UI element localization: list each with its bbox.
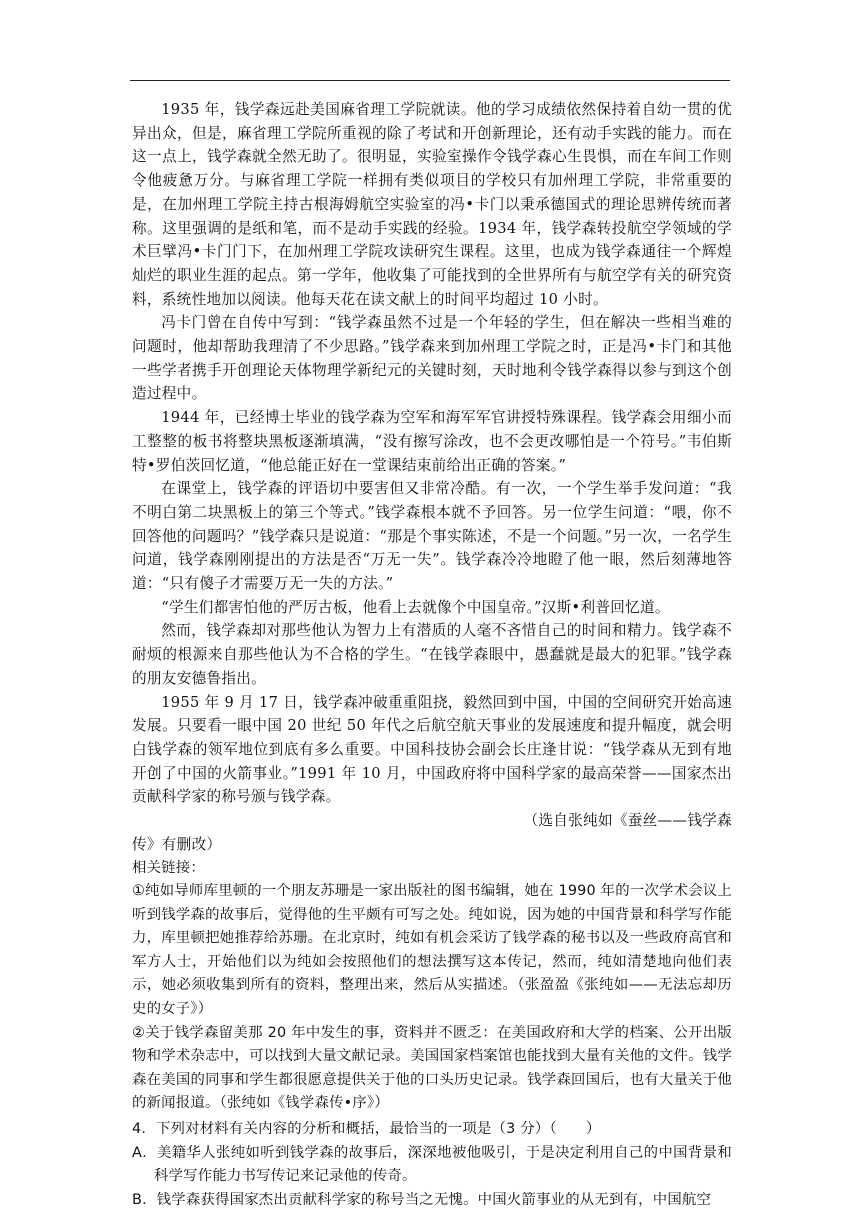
source-note-text: （选自张纯如《蚕丝——钱学森 xyxy=(523,812,732,830)
source-note-continuation: 传》有删改） xyxy=(132,835,222,853)
passage-paragraph-7: 1955 年 9 月 17 日，钱学森冲破重重阻挠，毅然回到中国，中国的空间研究开始高速发展。只要看一眼中国 20 世纪 50 年代之后航空航天事业的发展速度和提升幅度，就会明白钱学森的领军地位到底有多么重要。中国科技协会副会长庄逢甘说：“钱学森从无到有地开创了中国的火箭事业。”1991 年 10 月，中国政府将中国科学家的最高荣誉——国家杰出贡献科学家的称号颁与钱学森。 xyxy=(132,693,732,806)
passage-paragraph-6: 然而，钱学森却对那些他认为智力上有潜质的人毫不吝惜自己的时间和精力。钱学森不耐烦的根源来自那些他认为不合格的学生。“在钱学森眼中，愚蠢就是最大的犯罪。”钱学森的朋友安德鲁指出。 xyxy=(132,622,732,687)
option-b: B．钱学森获得国家杰出贡献科学家的称号当之无愧。中国火箭事业的从无到有，中国航空 xyxy=(132,1191,712,1208)
option-a: A．美籍华人张纯如听到钱学森的故事后，深深地被他吸引，于是决定利用自己的中国背景和科学写作能力书写传记来记录他的传奇。 xyxy=(132,1144,732,1185)
links-heading: 相关链接： xyxy=(132,859,205,876)
header-rule xyxy=(130,80,730,81)
question-4-stem: 4．下列对材料有关内容的分析和概括，最恰当的一项是（3 分）（ ） xyxy=(132,1121,601,1138)
document-body xyxy=(132,98,732,1212)
link-item-1: ①纯如导师库里顿的一个朋友苏珊是一家出版社的图书编辑，她在 1990 年的一次学术会议上听到钱学森的故事后，觉得他的生平颇有可写之处。纯如说，因为她的中国背景和科学写作能力，库里顿把她推荐给苏珊。在北京时，纯如有机会采访了钱学森的秘书以及一些政府高官和军方人士，开始他们以为纯如会按照他们的想法撰写这本传记，然而，纯如清楚地向他们表示，她必须收集到所有的资料，整理出来，然后从实描述。（张盈盈《张纯如——无法忘却历史的女子》） xyxy=(132,883,732,1018)
passage-paragraph-1: 1935 年，钱学森远赴美国麻省理工学院就读。他的学习成绩依然保持着自幼一贯的优异出众，但是，麻省理工学院所重视的除了考试和开创新理论，还有动手实践的能力。而在这一点上，钱学森就全然无助了。很明显，实验室操作令钱学森心生畏惧，而在车间工作则令他疲惫万分。与麻省理工学院一样拥有类似项目的学校只有加州理工学院，非常重要的是，在加州理工学院主持古根海姆航空实验室的冯•卡门以秉承德国式的理论思辨传统而著称。这里强调的是纸和笔，而不是动手实践的经验。1934 年，钱学森转投航空学领域的学术巨擘冯•卡门门下，在加州理工学院攻读研究生课程。这里，也成为钱学森通往一个辉煌灿烂的职业生涯的起点。第一学年，他收集了可能找到的全世界所有与航空学有关的研究资料，系统性地加以阅读。他每天花在读文献上的时间平均超过 10 小时。 xyxy=(132,101,732,308)
link-item-2: ②关于钱学森留美那 20 年中发生的事，资料并不匮乏：在美国政府和大学的档案、公开出版物和学术杂志中，可以找到大量文献记录。美国国家档案馆也能找到大量有关他的文件。钱学森在美国的同事和学生都很愿意提供关于他的口头历史记录。钱学森回国后，也有大量关于他的新闻报道。（张纯如《钱学森传•序》） xyxy=(132,1024,732,1112)
passage-paragraph-4: 在课堂上，钱学森的评语切中要害但又非常冷酷。有一次，一个学生举手发问道：“我不明白第二块黑板上的第三个等式。”钱学森根本就不予回答。另一位学生问道：“喂，你不回答他的问题吗？”钱学森只是说道：“那是个事实陈述，不是一个问题。”另一次，一名学生问道，钱学森刚刚提出的方法是否“万无一失”。钱学森冷冷地瞪了他一眼，然后刻薄地答道：“只有傻子才需要万无一失的方法。” xyxy=(132,480,732,593)
passage-paragraph-3: 1944 年，已经博士毕业的钱学森为空军和海军军官讲授特殊课程。钱学森会用细小而工整整的板书将整块黑板逐渐填满，“没有擦写涂改，也不会更改哪怕是一个符号。”韦伯斯特•罗伯茨回忆道，“他总能正好在一堂课结束前给出正确的答案。” xyxy=(132,409,732,474)
passage-paragraph-2: 冯卡门曾在自传中写到：“钱学森虽然不过是一个年轻的学生，但在解决一些相当难的问题时，他却帮助我理清了不少思路。”钱学森来到加州理工学院之时，正是冯•卡门和其他一些学者携手开创理论天体物理学新纪元的关键时刻，天时地利令钱学森得以参与到这个创造过程中。 xyxy=(132,314,732,403)
passage-paragraph-5: “学生们都害怕他的严厉古板，他看上去就像个中国皇帝。”汉斯•利普回忆道。 xyxy=(161,598,670,616)
source-note xyxy=(132,809,732,833)
